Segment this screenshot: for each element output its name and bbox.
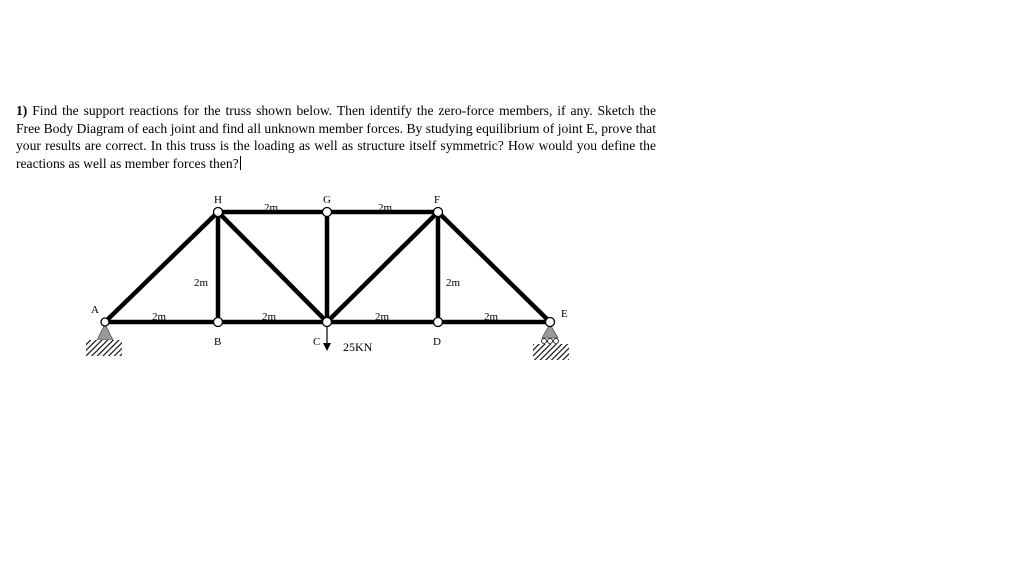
ground-hatch-a xyxy=(86,340,122,356)
joint-label-f: F xyxy=(434,194,441,206)
joint-label-a: A xyxy=(91,304,99,316)
member-fe xyxy=(438,212,550,322)
joint-c xyxy=(323,318,332,327)
joint-e xyxy=(546,318,555,327)
problem-body: Find the support reactions for the truss shown below. Then identify the zero-force members, if any. Sketch the Free Body Diagram of each joint and find all unknown member forces. By studying equilibrium of joint E, prove that your results are correct. In this truss is the loading as well as structure itself symmetric? How would you define the reactions as well as member forces then? xyxy=(16,103,656,171)
dim-top-hg: 2m xyxy=(264,202,279,214)
dim-vert-hb: 2m xyxy=(194,277,209,289)
member-ah xyxy=(105,212,218,322)
joint-d xyxy=(434,318,443,327)
joint-label-d: D xyxy=(433,336,441,348)
problem-number: 1) xyxy=(16,103,28,118)
joint-label-e: E xyxy=(561,308,568,320)
ground-hatch-e xyxy=(533,344,569,360)
roller-support-e xyxy=(533,324,569,360)
joint-h xyxy=(214,208,223,217)
joint-f xyxy=(434,208,443,217)
dim-bot-cd: 2m xyxy=(375,311,390,323)
dim-bot-de: 2m xyxy=(484,311,499,323)
load-arrow xyxy=(323,327,331,351)
joint-g xyxy=(323,208,332,217)
load-label: 25KN xyxy=(343,340,373,354)
dim-top-gf: 2m xyxy=(378,202,393,214)
member-hc xyxy=(218,212,327,322)
joint-label-c: C xyxy=(313,336,321,348)
dim-bot-bc: 2m xyxy=(262,311,277,323)
joint-b xyxy=(214,318,223,327)
dim-vert-fd: 2m xyxy=(446,277,461,289)
joint-label-g: G xyxy=(323,194,331,206)
member-cf xyxy=(327,212,438,322)
dim-bot-ab: 2m xyxy=(152,311,167,323)
truss-members xyxy=(105,212,550,322)
pin-support-a xyxy=(86,324,122,356)
joint-label-h: H xyxy=(214,194,222,206)
joint-a xyxy=(101,318,109,326)
joint-label-b: B xyxy=(214,336,222,348)
